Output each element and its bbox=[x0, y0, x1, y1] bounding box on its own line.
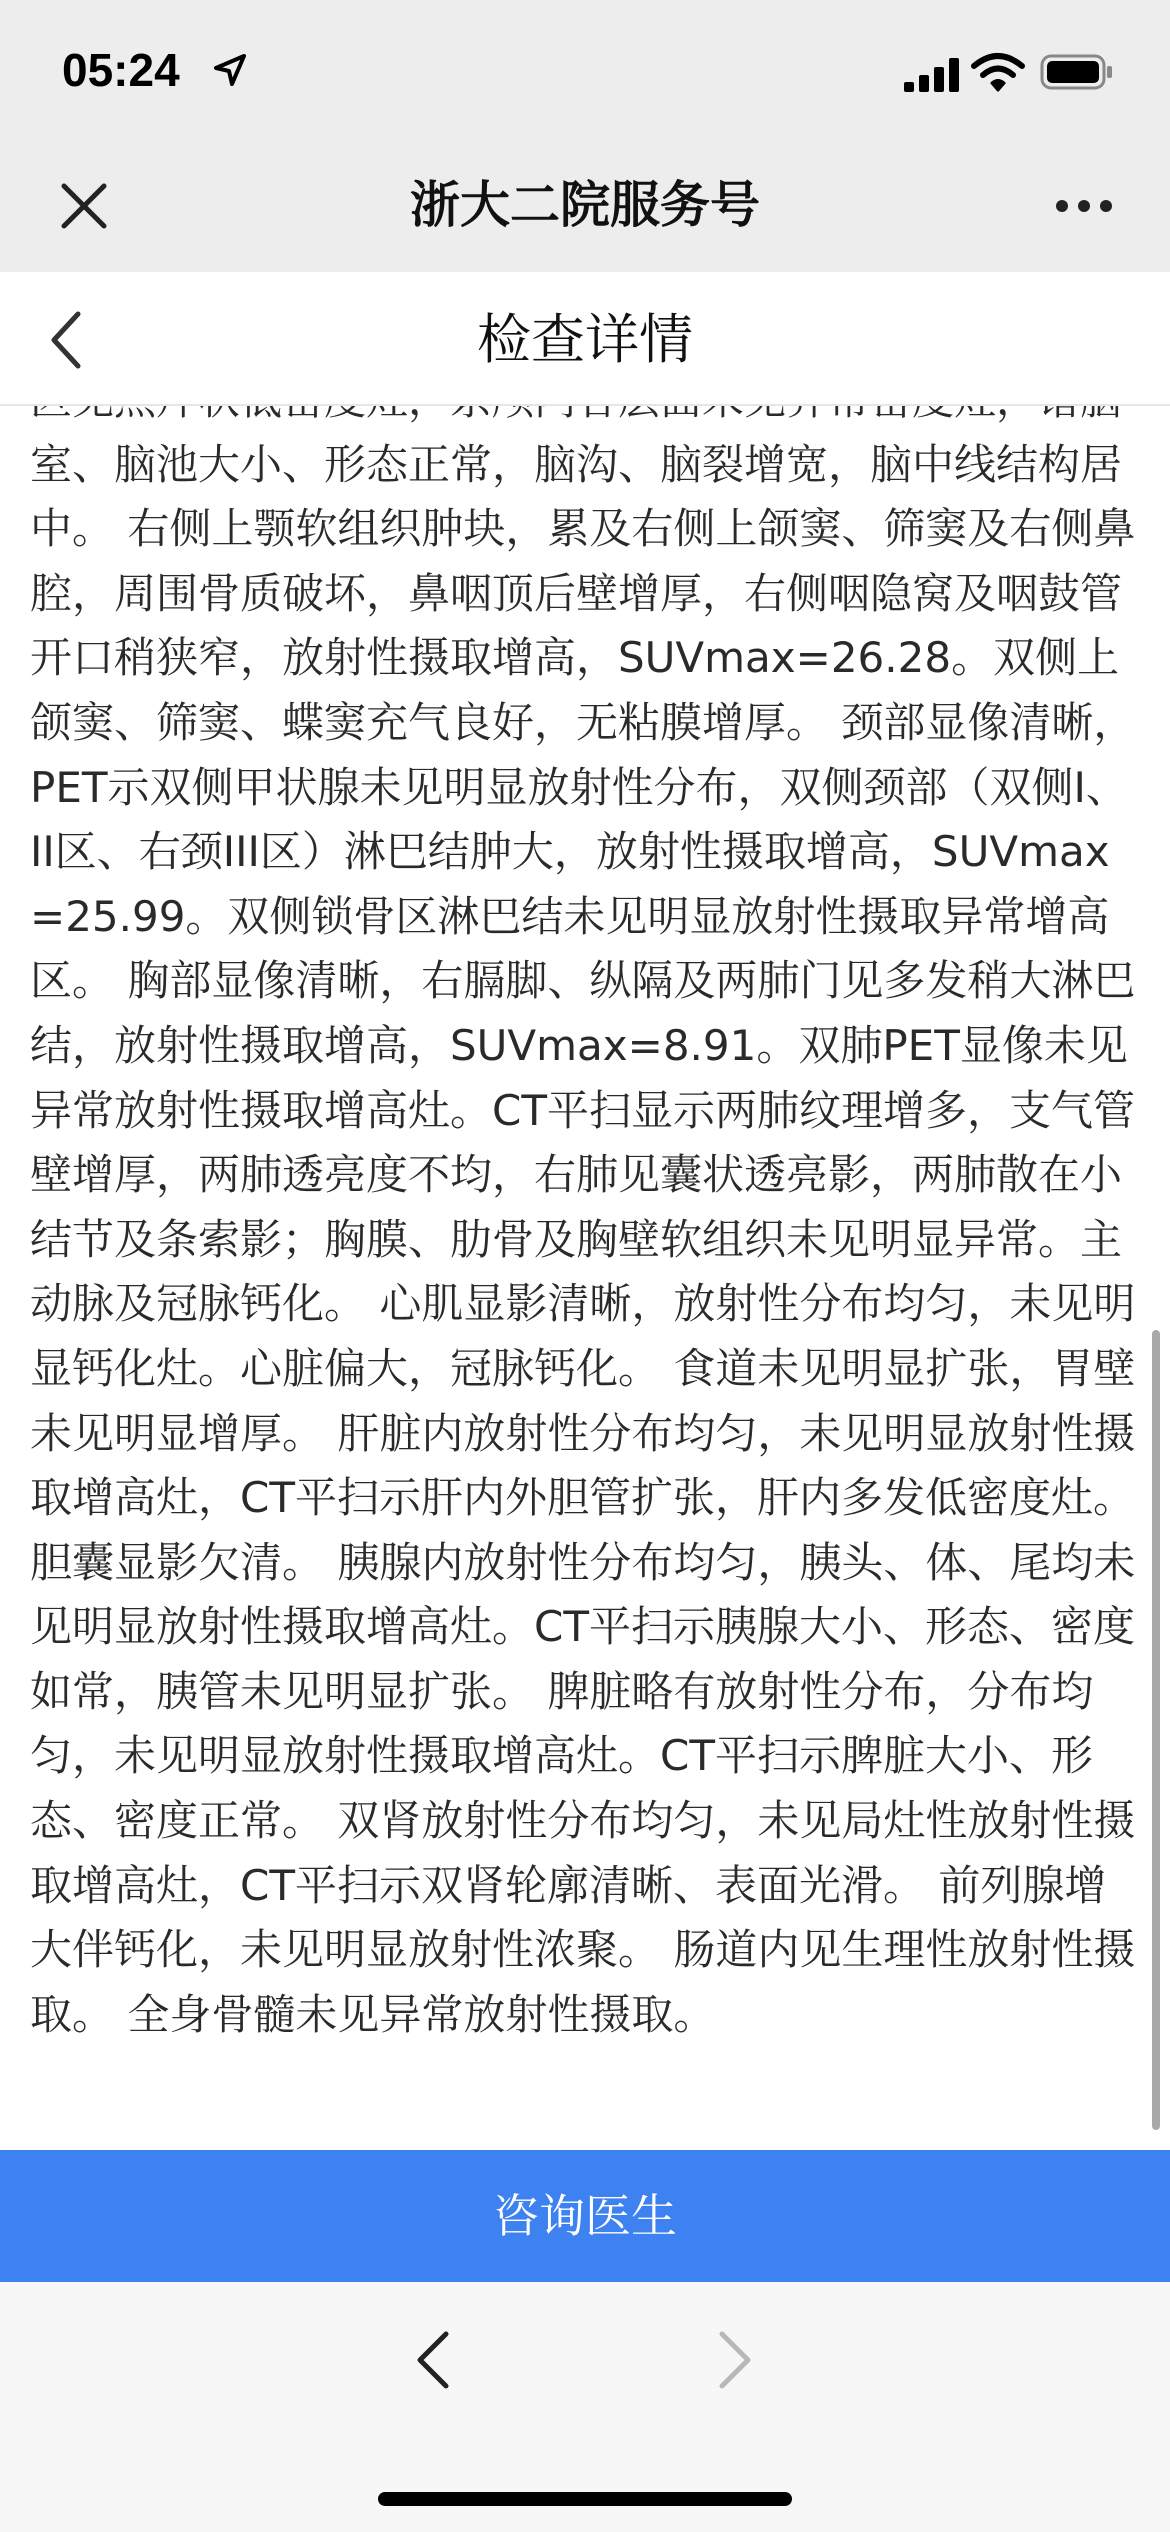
status-time: 05:24 bbox=[62, 44, 180, 96]
home-indicator bbox=[378, 2492, 792, 2506]
report-text: 室、脑池大小、形态正常，脑沟、脑裂增宽，脑中线结构居中。 右侧上颚软组织肿块，累及右侧上颌窦、筛窦及右侧鼻腔，周围骨质破坏，鼻咽顶后壁增厚，右侧咽隐窝及咽鼓管开口稍狭窄，放射性摄取增高，SUVmax=26.28。双侧上颌窦、筛窦、蝶窦充气良好，无粘膜增厚。 颈部显像清晰，PET示双侧甲状腺未见明显放射性分布，双侧颈部（双侧I、II区、右颈III区）淋巴结肿大，放射性摄取增高，SUVmax=25.99。双侧锁骨区淋巴结未见明显放射性摄取异常增高区。 胸部显像清晰，右膈脚、纵隔及两肺门见多发稍大淋巴结，放射性摄取增高，SUVmax=8.91。双肺PET显像未见异常放射性摄取增高灶。CT平扫显示两肺纹理增多，支气管壁增厚，两肺透亮度不均，右肺见囊状透亮影，两肺散在小结节及条索影；胸膜、肋骨及胸壁软组织未见明显异常。主动脉及冠脉钙化。 心肌显影清晰，放射性分布均匀，未见明显钙化灶。心脏偏大，冠脉钙化。 食道未见明显扩张，胃壁未见明显增厚。 肝脏内放射性分布均匀，未见明显放射性摄取增高灶，CT平扫示肝内外胆管扩张，肝内多发低密度灶。 胆囊显影欠清。 胰腺内放射性分布均匀，胰头、体、尾均未见明显放射性摄取增高灶。CT平扫示胰腺大小、形态、密度如常，胰管未见明显扩张。 脾脏略有放射性分布，分布均匀，未见明显放射性摄取增高灶。CT平扫示脾脏大小、形态、密度正常。 双肾放射性分布均匀，未见局灶性放射性摄取增高灶，CT平扫示双肾轮廓清晰、表面光滑。 前列腺增大伴钙化，未见明显放射性浓聚。 肠道内见生理性放射性摄取。 全身骨髓未见异常放射性摄取。 bbox=[30, 439, 1136, 2039]
scrollbar[interactable] bbox=[1152, 1330, 1160, 2130]
chevron-left-icon[interactable] bbox=[408, 2330, 458, 2390]
close-icon[interactable] bbox=[58, 180, 110, 232]
more-icon[interactable] bbox=[1054, 196, 1114, 216]
wechat-nav-title: 浙大二院服务号 bbox=[410, 176, 760, 234]
page-title: 检查详情 bbox=[477, 308, 693, 371]
chevron-left-icon[interactable] bbox=[46, 310, 86, 370]
location-arrow-icon bbox=[212, 52, 248, 88]
signal-icon bbox=[904, 56, 960, 92]
chevron-right-icon[interactable] bbox=[710, 2330, 760, 2390]
battery-icon bbox=[1040, 54, 1114, 90]
consult-doctor-button[interactable]: 咨询医生 bbox=[0, 2150, 1170, 2282]
report-scroll-area[interactable] bbox=[0, 404, 1170, 2149]
wifi-icon bbox=[972, 52, 1024, 92]
